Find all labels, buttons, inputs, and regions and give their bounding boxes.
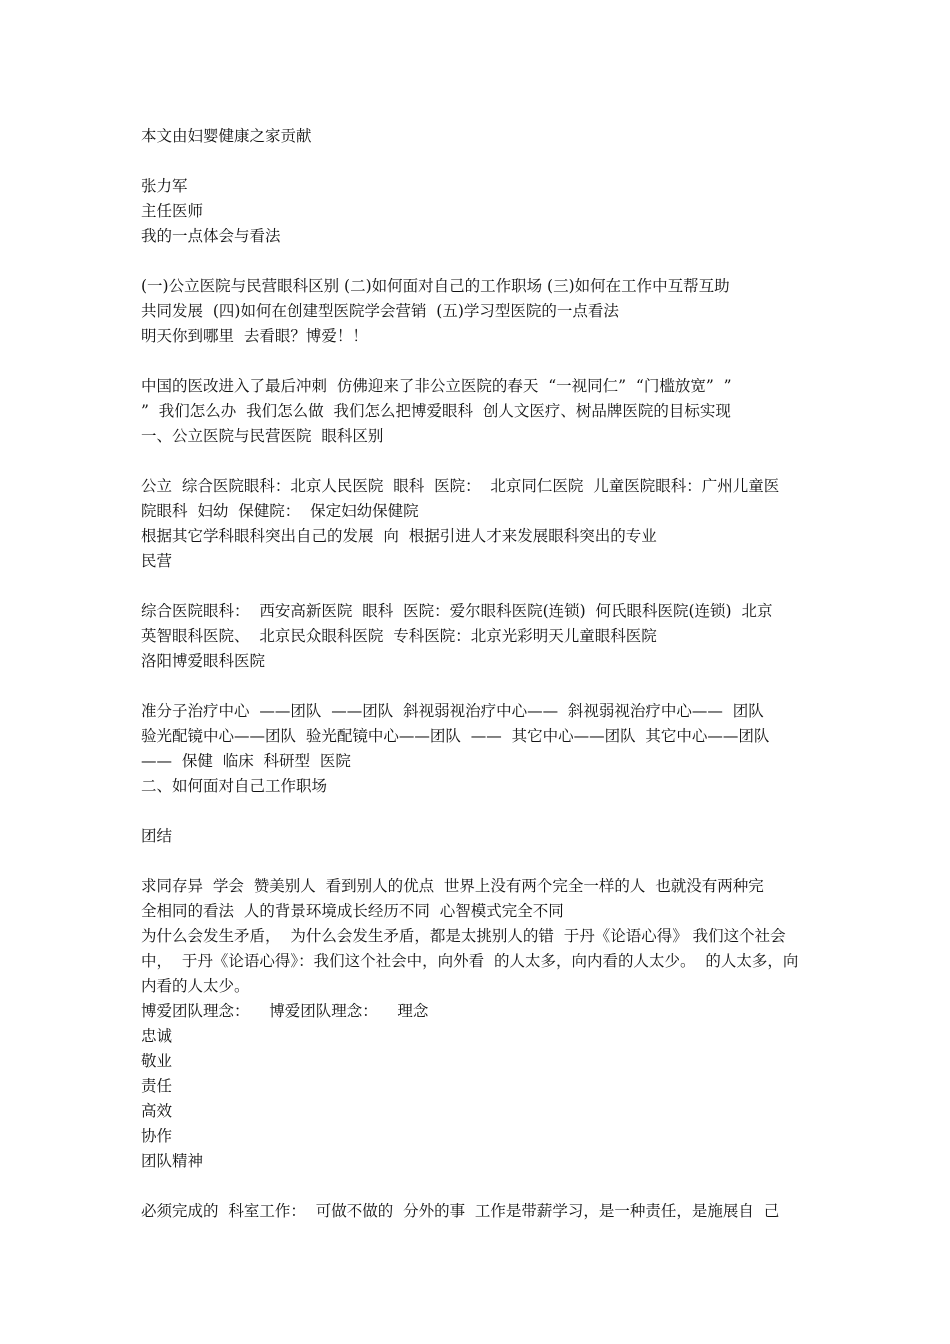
list-item: 责任	[141, 1077, 173, 1095]
text-line: 综合医院眼科： 西安高新医院 眼科 医院：爱尔眼科医院(连锁) 何氏眼科医院(连锁) 北京	[141, 602, 773, 620]
text-line: 主任医师	[141, 202, 204, 220]
text-line: ” 我们怎么办 我们怎么做 我们怎么把博爱眼科 创人文医疗、树品牌医院的目标实现	[141, 402, 731, 420]
text-line: 全相同的看法 人的背景环境成长经历不同 心智模式完全不同	[141, 902, 564, 920]
text-line: 洛阳博爱眼科医院	[141, 652, 266, 670]
text-line: —— 保健 临床 科研型 医院	[141, 752, 351, 770]
text-line: 明天你到哪里 去看眼？博爱！！	[141, 327, 368, 345]
section-heading: 二、如何面对自己工作职场	[141, 777, 328, 795]
text-line: 中国的医改进入了最后冲刺 仿佛迎来了非公立医院的春天 “一视同仁” “门槛放宽” ”	[141, 377, 732, 395]
blank-line	[141, 849, 813, 874]
text-line: 求同存异 学会 赞美别人 看到别人的优点 世界上没有两个完全一样的人 也就没有两种完	[141, 877, 764, 895]
text-line: 张力军	[141, 177, 188, 195]
text-line: 公立 综合医院眼科：北京人民医院 眼科 医院： 北京同仁医院 儿童医院眼科：广州儿童医	[141, 477, 780, 495]
text-line: 为什么会发生矛盾， 为什么会发生矛盾，都是太挑别人的错 于丹《论语心得》 我们这个社会	[141, 927, 786, 945]
text-line: 民营	[141, 552, 173, 570]
list-item: 敬业	[141, 1052, 173, 1070]
text-line: 本文由妇婴健康之家贡献	[141, 127, 312, 145]
text-line: 团结	[141, 827, 173, 845]
blank-line	[141, 449, 813, 474]
list-item: 协作	[141, 1127, 173, 1145]
text-line: 共同发展 (四)如何在创建型医院学会营销 (五)学习型医院的一点看法	[141, 302, 619, 320]
document-body	[141, 124, 813, 1224]
list-item: 团队精神	[141, 1152, 204, 1170]
text-line: 博爱团队理念： 博爱团队理念： 理念	[141, 1002, 429, 1020]
blank-line	[141, 574, 813, 599]
text-line: 验光配镜中心——团队 验光配镜中心——团队 —— 其它中心——团队 其它中心——团队	[141, 727, 770, 745]
blank-line	[141, 799, 813, 824]
blank-line	[141, 349, 813, 374]
text-line: 中， 于丹《论语心得》：我们这个社会中，向外看 的人太多，向内看的人太少。 的人太多，向	[141, 952, 799, 970]
blank-line	[141, 249, 813, 274]
text-line: 院眼科 妇幼 保健院： 保定妇幼保健院	[141, 502, 419, 520]
blank-line	[141, 149, 813, 174]
text-line: 根据其它学科眼科突出自己的发展 向 根据引进人才来发展眼科突出的专业	[141, 527, 657, 545]
text-line: 内看的人太少。	[141, 977, 250, 995]
text-line: 英智眼科医院、 北京民众眼科医院 专科医院：北京光彩明天儿童眼科医院	[141, 627, 657, 645]
list-item: 高效	[141, 1102, 173, 1120]
blank-line	[141, 674, 813, 699]
text-line: 我的一点体会与看法	[141, 227, 281, 245]
text-line: 必须完成的 科室工作： 可做不做的 分外的事 工作是带薪学习，是一种责任，是施展自 己	[141, 1202, 780, 1220]
list-item: 忠诚	[141, 1027, 173, 1045]
text-line: (一)公立医院与民营眼科区别 (二)如何面对自己的工作职场 (三)如何在工作中互帮互助	[141, 277, 730, 295]
text-line: 准分子治疗中心 ——团队 ——团队 斜视弱视治疗中心—— 斜视弱视治疗中心—— 团队	[141, 702, 764, 720]
blank-line	[141, 1174, 813, 1199]
section-heading: 一、公立医院与民营医院 眼科区别	[141, 427, 384, 445]
